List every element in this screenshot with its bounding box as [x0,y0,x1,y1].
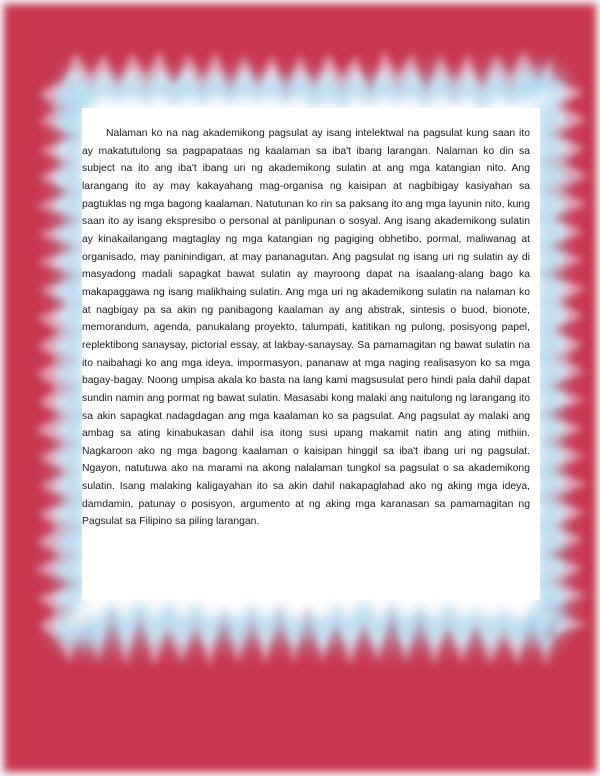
body-paragraph: Nalaman ko na nag akademikong pagsulat ay isang intelektwal na pagsulat kung saan ito ay makatutulong sa pagpapataas ng kaalaman sa iba't ibang larangan. Nalaman ko din sa subject na ito ang iba't ibang uri ng akademikong sulatin at ang mga katangian nito. Ang larangang ito ay may kakayahang mag-organisa ng kaisipan at nagbibigay kasiyahan sa pagtuklas ng mga bagong kaalaman. Natutunan ko rin sa paksang ito ang mga layunin nito, kung saan ito ay isang ekspresibo o personal at panlipunan o sosyal. Ang isang akademikong sulatin ay kinakailangang magtaglay ng mga katangian ng pagiging obhetibo, pormal, maliwanag at organisado, may paninindigan, at may pananagutan. Ang pagsulat ng isang uri ng sulatin ay di masyadong madali sapagkat bawat sulatin ay mayroong dapat na isaalang-alang bago ka makapaggawa ng isang malikhaing sulatin. Ang mga uri ng akademikong sulatin na nalaman ko at nagbigay pa sa akin ng panibagong kaalaman ay ang abstrak, sintesis o buod, bionote, memorandum, agenda, panukalang proyekto, talumpati, katitikan ng pulong, posisyong papel, replektibong sanaysay, pictorial essay, at lakbay-sanaysay. Sa pamamagitan ng bawat sulatin na ito naibahagi ko ang mga ideya, impormasyon, pananaw at mga naging realisasyon ko sa mga bagay-bagay. Noong umpisa akala ko basta na lang kami magsusulat pero hindi pala dahil dapat sundin namin ang pormat ng bawat sulatin. Masasabi kong malaki ang naitulong ng larangang ito sa akin sapagkat nadagdagan ang mga kaalaman ko sa pagsulat. Ang pagsulat ay malaki ang ambag sa ating kinabukasan dahil isa itong susi upang makamit natin ang ating mithiin. Nagkaroon ako ng mga bagong kaalaman o kaisipan hinggil sa iba't ibang uri ng pagsulat. Ngayon, natutuwa ako na marami na akong nalalaman tungkol sa pagsulat o sa akademikong sulatin. Isang malaking kaligayahan ito sa akin dahil nakapaglahad ako ng aking mga ideya, damdamin, patunay o posisyon, argumento at ng aking mga karanasan sa pamamagitan ng Pagsulat sa Filipino sa piling larangan. [82,128,530,528]
